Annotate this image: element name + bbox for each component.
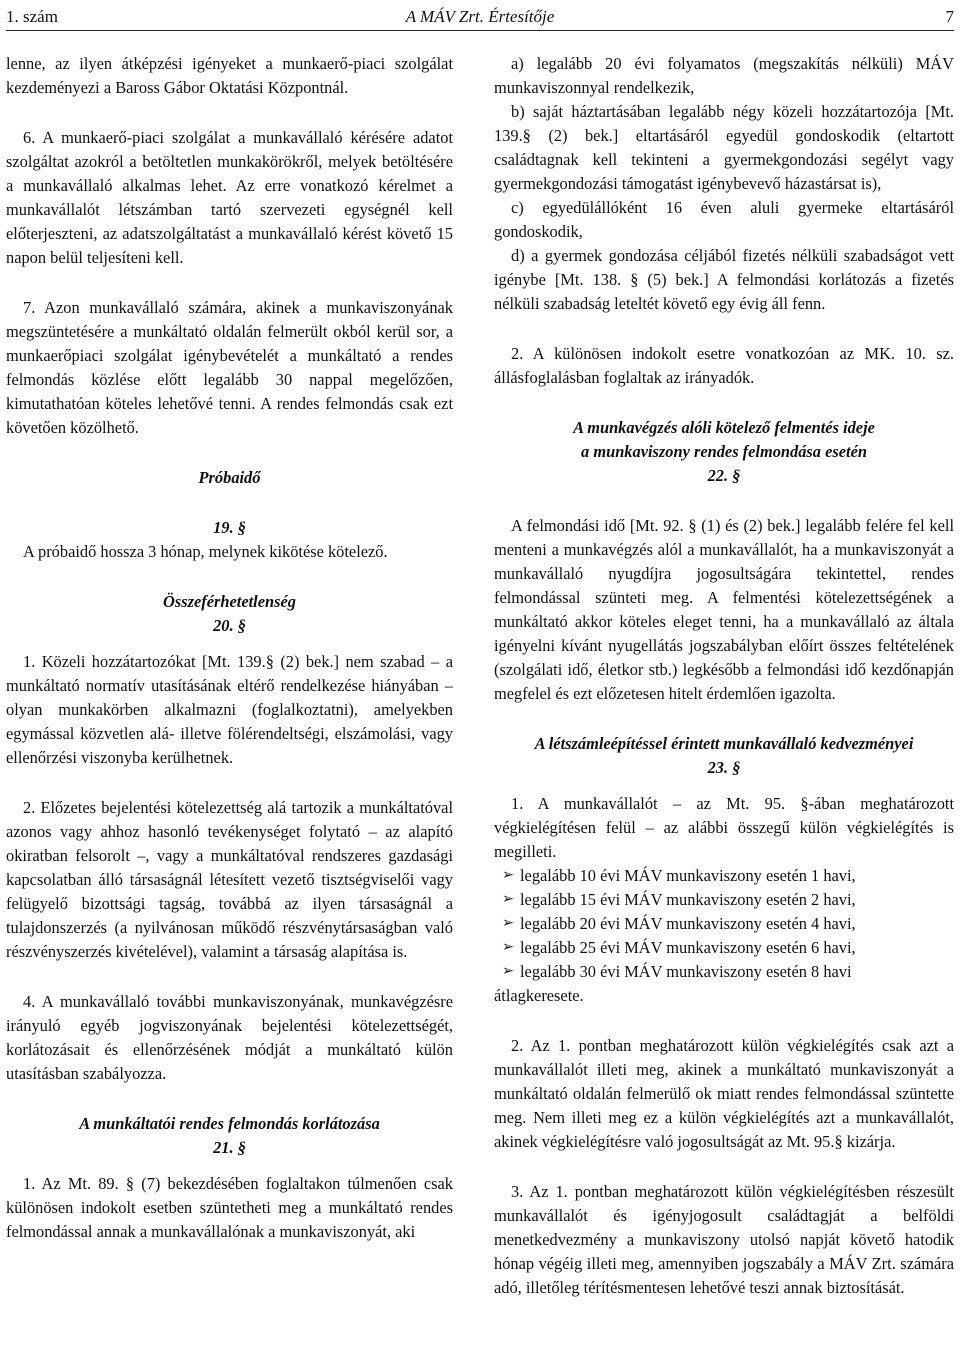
section-heading: A munkáltatói rendes felmondás korlátozása bbox=[79, 1114, 380, 1133]
page-number: 7 bbox=[945, 7, 954, 26]
issue-number: 1. szám bbox=[6, 7, 58, 26]
paragraph: 4. A munkavállaló további munkaviszonyának, munkavégzésre irányuló egyéb jogviszonyának bejelentési kötelezettségét, korlátozásait és ellenőrzésének módját a munkáltató külön utasításban szabályozza. bbox=[6, 992, 453, 1083]
section-heading: A munkavégzés alóli kötelező felmentés ideje bbox=[573, 418, 875, 437]
list-item: ➢ legalább 30 évi MÁV munkaviszony esetén 8 havi bbox=[494, 960, 954, 984]
section-number: 21. § bbox=[213, 1138, 246, 1157]
section-number: 22. § bbox=[707, 466, 741, 485]
arrow-bullet-icon: ➢ bbox=[502, 940, 514, 955]
paragraph: 7. Azon munkavállaló számára, akinek a munkaviszonyának megszüntetésére a munkáltató oldalán felmerült okból kerül sor, a munkaerőpiaci szolgálat igénybevételét a munkáltató a rendes felmondás közlése előtt legalább 30 nappal megelőzően, kimutathatóan köteles lehetővé tenni. A rendes felmondás csak ezt követően közölhető. bbox=[6, 298, 453, 437]
paragraph: A próbaidő hossza 3 hónap, melynek kikötése kötelező. bbox=[23, 542, 388, 561]
arrow-bullet-icon: ➢ bbox=[502, 892, 514, 907]
section-number: 20. § bbox=[213, 616, 246, 635]
paragraph: 6. A munkaerő-piaci szolgálat a munkavállaló kérésére adatot szolgáltat azokról a betöltetlen munkakörökről, melyek betöltésére a munkavállaló alkalmas lehet. Az erre vonatkozó kérelmet a munkavállalót létszámban tartó szervezeti egységnél kell előterjeszteni, az adatszolgáltatást a munkavállaló kérést követő 15 napon belül teljesíteni kell. bbox=[6, 128, 453, 267]
paragraph: 1. Közeli hozzátartozókat [Mt. 139.§ (2) bek.] nem szabad – a munkáltató normatív utasításának eltérő rendelkezése hiányában – olyan munkakörben alkalmazni (foglalkoztatni), amelyekben egymással közvetlen alá- illetve fölérendeltségi, elszámolási, vagy ellenőrzési viszonyba kerülhetnek. bbox=[6, 652, 453, 767]
paragraph: b) saját háztartásában legalább négy közeli hozzátartozója [Mt. 139.§ (2) bek.] eltartásáról egyedül gondoskodik (eltartott családtagnak kell tekinteni a gyermekgondozási segélyt vagy gyermekgondozási támogatást igénybevevő házastársat is), bbox=[494, 102, 954, 193]
arrow-bullet-icon: ➢ bbox=[502, 868, 514, 883]
paragraph: 1. A munkavállalót – az Mt. 95. §-ában meghatározott végkielégítésen felül – az alábbi összegű külön végkielégítés is megilleti. bbox=[494, 794, 954, 861]
paragraph: c) egyedülállóként 16 éven aluli gyermeke eltartásáról gondoskodik, bbox=[494, 198, 954, 241]
left-column bbox=[6, 52, 453, 1244]
severance-list bbox=[494, 864, 954, 984]
section-heading: Próbaidő bbox=[198, 468, 261, 487]
right-column bbox=[494, 52, 954, 1300]
section-heading: Összeférhetetlenség bbox=[163, 592, 296, 611]
paragraph: lenne, az ilyen átképzési igényeket a munkaerő-piaci szolgálat kezdeményezi a Baross Gábor Oktatási Központnál. bbox=[6, 54, 453, 97]
paragraph: A felmondási idő [Mt. 92. § (1) és (2) bek.] legalább felére fel kell menteni a munkavégzés alól a munkavállalót, ha a munkaviszonyát a munkavállaló nyugdíjra jogosultságára tekintettel, rendes felmondással szünteti meg. A felmentési kötelezettségének a munkáltató akkor köteles eleget tenni, ha a munkavállaló az általa igényelni kívánt nyugellátás jogszabályban előírt összes feltételének (szolgálati idő, életkor stb.) legkésőbb a felmondási idő kezdőnapján megfelel és ezt előzetesen hitelt érdemlően igazolta. bbox=[494, 516, 954, 703]
section-heading: a munkaviszony rendes felmondása esetén bbox=[581, 442, 867, 461]
paragraph: 2. A különösen indokolt esetre vonatkozóan az MK. 10. sz. állásfoglalásban foglaltak az irányadók. bbox=[494, 344, 954, 387]
section-number: 23. § bbox=[707, 758, 741, 777]
list-item: ➢ legalább 10 évi MÁV munkaviszony esetén 1 havi, bbox=[494, 864, 954, 888]
list-item: ➢ legalább 25 évi MÁV munkaviszony esetén 6 havi, bbox=[494, 936, 954, 960]
paragraph: 2. Az 1. pontban meghatározott külön végkielégítés csak azt a munkavállalót illeti meg, akinek a munkáltató munkaviszonyát a munkáltató oldalán felmerülő ok miatt rendes felmondással szüntette meg. Nem illeti meg ez a külön végkielégítés azt a munkavállalót, akinek végkielégítésre való jogosultságát az Mt. 95.§ kizárja. bbox=[494, 1036, 954, 1151]
paragraph: d) a gyermek gondozása céljából fizetés nélküli szabadságot vett igénybe [Mt. 138. § (5) bek.] A felmondási korlátozás a fizetés nélküli szabadság leteltét követő egy évig áll fenn. bbox=[494, 246, 954, 313]
list-item: ➢ legalább 20 évi MÁV munkaviszony esetén 4 havi, bbox=[494, 912, 954, 936]
list-item: ➢ legalább 15 évi MÁV munkaviszony esetén 2 havi, bbox=[494, 888, 954, 912]
arrow-bullet-icon: ➢ bbox=[502, 964, 514, 979]
paragraph: átlagkeresete. bbox=[494, 986, 584, 1005]
publication-title: A MÁV Zrt. Értesítője bbox=[405, 7, 555, 26]
paragraph: 2. Előzetes bejelentési kötelezettség alá tartozik a munkáltatóval azonos vagy ahhoz hasonló tevékenységet folytató – az alapító okiratban felsorolt –, vagy a munkáltatóval rendszeres gazdasági kapcsolatban álló társaságnál létesített vezető tisztségviselői vagy felügyelő bizottsági tagság, továbbá az ilyen társaságnál a tulajdonszerzés (a nyilvánosan működő részvénytársaságban való részvényszerzés kivételével), valamint a társaság alapítása is. bbox=[6, 798, 453, 961]
arrow-bullet-icon: ➢ bbox=[502, 916, 514, 931]
page-header bbox=[6, 4, 954, 31]
section-heading: A létszámleépítéssel érintett munkavállaló kedvezményei bbox=[534, 734, 914, 753]
paragraph: 3. Az 1. pontban meghatározott külön végkielégítésben részesült munkavállalót és igényjogosult családtagját a belföldi menetkedvezmény a munkaviszony utolsó napját követő hatodik hónap végéig illeti meg, amennyiben jogszabály a MÁV Zrt. számára adó, illetőleg térítésmentesen lehetővé teszi annak biztosítását. bbox=[494, 1182, 954, 1297]
paragraph: 1. Az Mt. 89. § (7) bekezdésében foglaltakon túlmenően csak különösen indokolt esetben szüntetheti meg a munkáltató rendes felmondással annak a munkavállalónak a munkaviszonyát, aki bbox=[6, 1174, 453, 1241]
paragraph: a) legalább 20 évi folyamatos (megszakítás nélküli) MÁV munkaviszonnyal rendelkezik, bbox=[494, 54, 954, 97]
section-number: 19. § bbox=[213, 518, 246, 537]
